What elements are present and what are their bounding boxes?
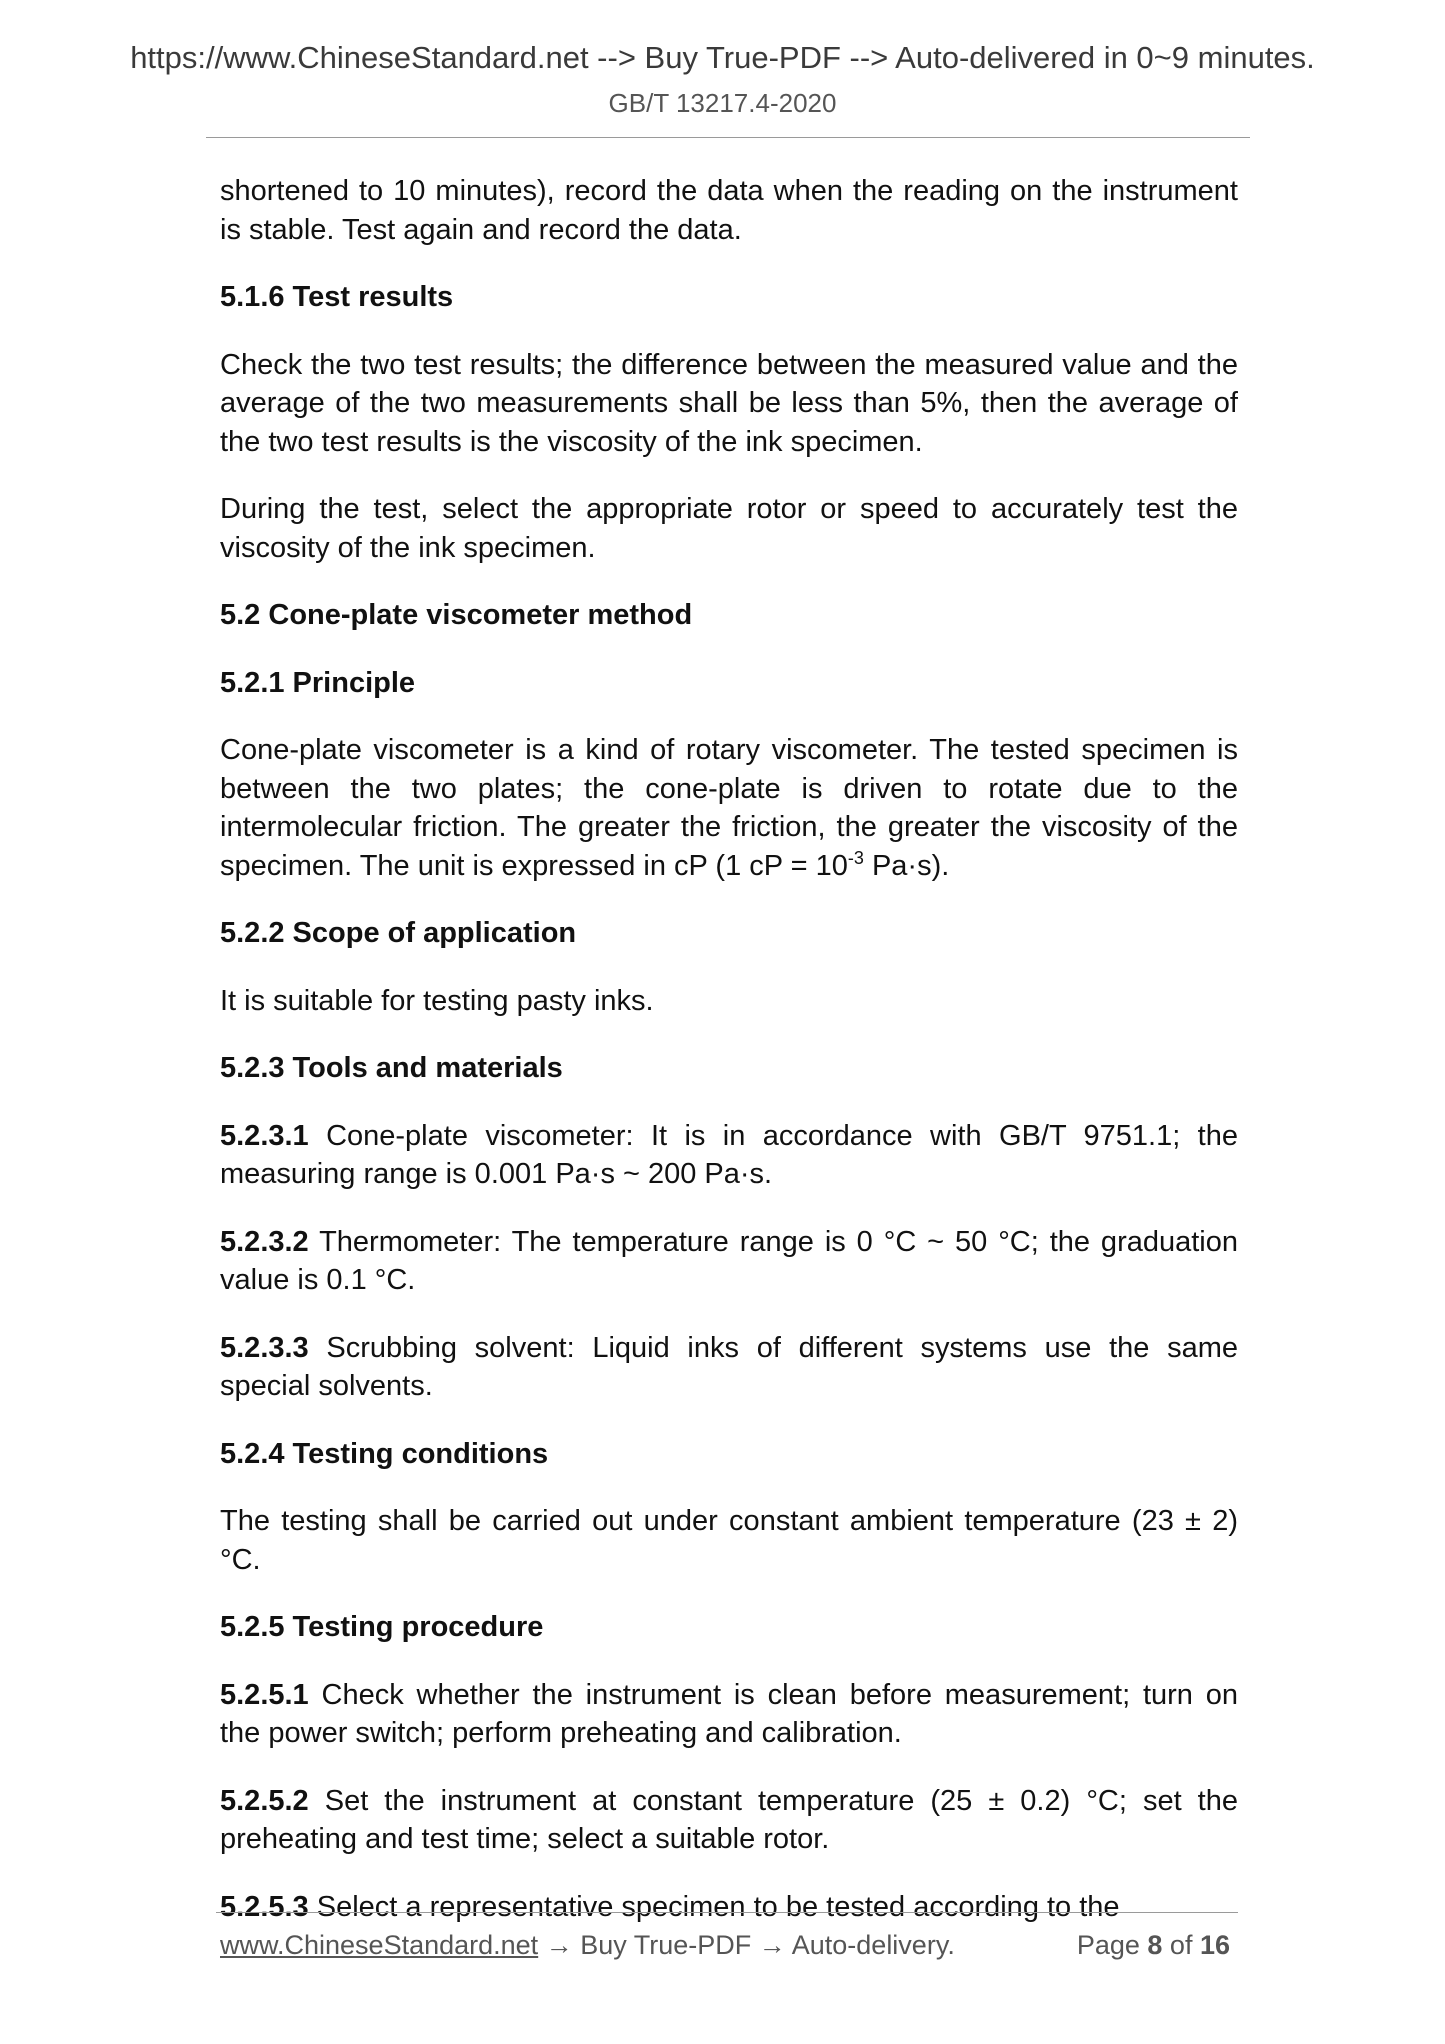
heading-5-2-4: 5.2.4 Testing conditions: [220, 1437, 549, 1470]
clause-text: Cone-plate viscometer: It is in accordance with GB/T 9751.1; the measuring range is 0.001 Pa·s ~ 200 Pa·s.: [220, 1119, 1238, 1190]
heading-5-2-3: 5.2.3 Tools and materials: [220, 1052, 563, 1084]
document-code: GB/T 13217.4-2020: [608, 88, 837, 118]
of-label: of: [1162, 1930, 1200, 1960]
heading-5-1-6: 5.1.6 Test results: [220, 281, 454, 313]
heading-5-2-2: 5.2.2 Scope of application: [220, 917, 577, 949]
clause-text: Select a representative specimen to be tested according to the: [308, 1890, 1120, 1923]
exponent: -3: [847, 847, 864, 868]
principle-text: Cone-plate viscometer is a kind of rotary viscometer. The tested specimen is between the two plates; the cone-plate is driven to rotate due to the intermolecular friction. The greater the friction, the greater the viscosity of the specimen. The unit is expressed in cP (1 cP = 10: [220, 734, 1238, 882]
paragraph-5-2-3-3: [220, 1329, 1238, 1406]
paragraph-5-2-5-3: [220, 1888, 1238, 1927]
clause-number: 5.2.5.1: [220, 1678, 309, 1711]
clause-number: 5.2.5.2: [220, 1784, 309, 1817]
page-footer: [220, 1930, 1238, 1961]
page-total: 16: [1199, 1930, 1230, 1960]
paragraph-5-2-5-1: [220, 1676, 1238, 1753]
page-content: [220, 172, 1238, 1955]
paragraph-principle: [220, 731, 1238, 885]
paragraph-rotor-selection: During the test, select the appropriate rotor or speed to accurately test the viscosity of the ink specimen.: [220, 493, 1238, 564]
clause-number: 5.2.3.2: [220, 1225, 309, 1258]
heading-5-2-5: 5.2.5 Testing procedure: [220, 1611, 544, 1643]
page-label: Page: [1076, 1930, 1148, 1960]
paragraph-5-2-3-1: [220, 1117, 1238, 1194]
clause-text: Scrubbing solvent: Liquid inks of different systems use the same special solvents.: [220, 1331, 1238, 1402]
clause-text: Check whether the instrument is clean before measurement; turn on the power switch; perform preheating and calibration.: [220, 1678, 1238, 1749]
paragraph-scope: It is suitable for testing pasty inks.: [220, 984, 654, 1017]
clause-number: 5.2.3.3: [220, 1331, 309, 1364]
header-divider: [206, 137, 1250, 138]
clause-number: 5.2.3.1: [220, 1119, 309, 1152]
footer-tagline: → Buy True-PDF → Auto-delivery.: [538, 1930, 955, 1960]
clause-text: Thermometer: The temperature range is 0 °C ~ 50 °C; the graduation value is 0.1 °C.: [220, 1225, 1238, 1296]
site-link[interactable]: www.ChineseStandard.net: [220, 1930, 539, 1960]
page-current: 8: [1147, 1930, 1163, 1960]
url-banner: https://www.ChineseStandard.net --> Buy True-PDF --> Auto-delivered in 0~9 minutes.: [130, 40, 1315, 75]
heading-5-2-1: 5.2.1 Principle: [220, 666, 416, 699]
heading-5-2: 5.2 Cone-plate viscometer method: [220, 599, 693, 631]
principle-unit: Pa·s).: [863, 849, 950, 882]
paragraph-test-results: Check the two test results; the difference between the measured value and the average of the two measurements shall be less than 5%, then the average of the two test results is the viscosity of the ink specimen.: [220, 348, 1238, 458]
clause-text: Set the instrument at constant temperature (25 ± 0.2) °C; set the preheating and test time; select a suitable rotor.: [220, 1784, 1238, 1855]
paragraph-testing-conditions: The testing shall be carried out under constant ambient temperature (23 ± 2) °C.: [220, 1505, 1238, 1576]
paragraph-5-2-5-2: [220, 1782, 1238, 1859]
page-number: [1077, 1930, 1230, 1961]
paragraph-continued: shortened to 10 minutes), record the data when the reading on the instrument is stable. Test again and record the data.: [220, 175, 1238, 246]
clause-number: 5.2.5.3: [220, 1890, 309, 1923]
footer-divider: [216, 1912, 1238, 1913]
paragraph-5-2-3-2: [220, 1223, 1238, 1300]
